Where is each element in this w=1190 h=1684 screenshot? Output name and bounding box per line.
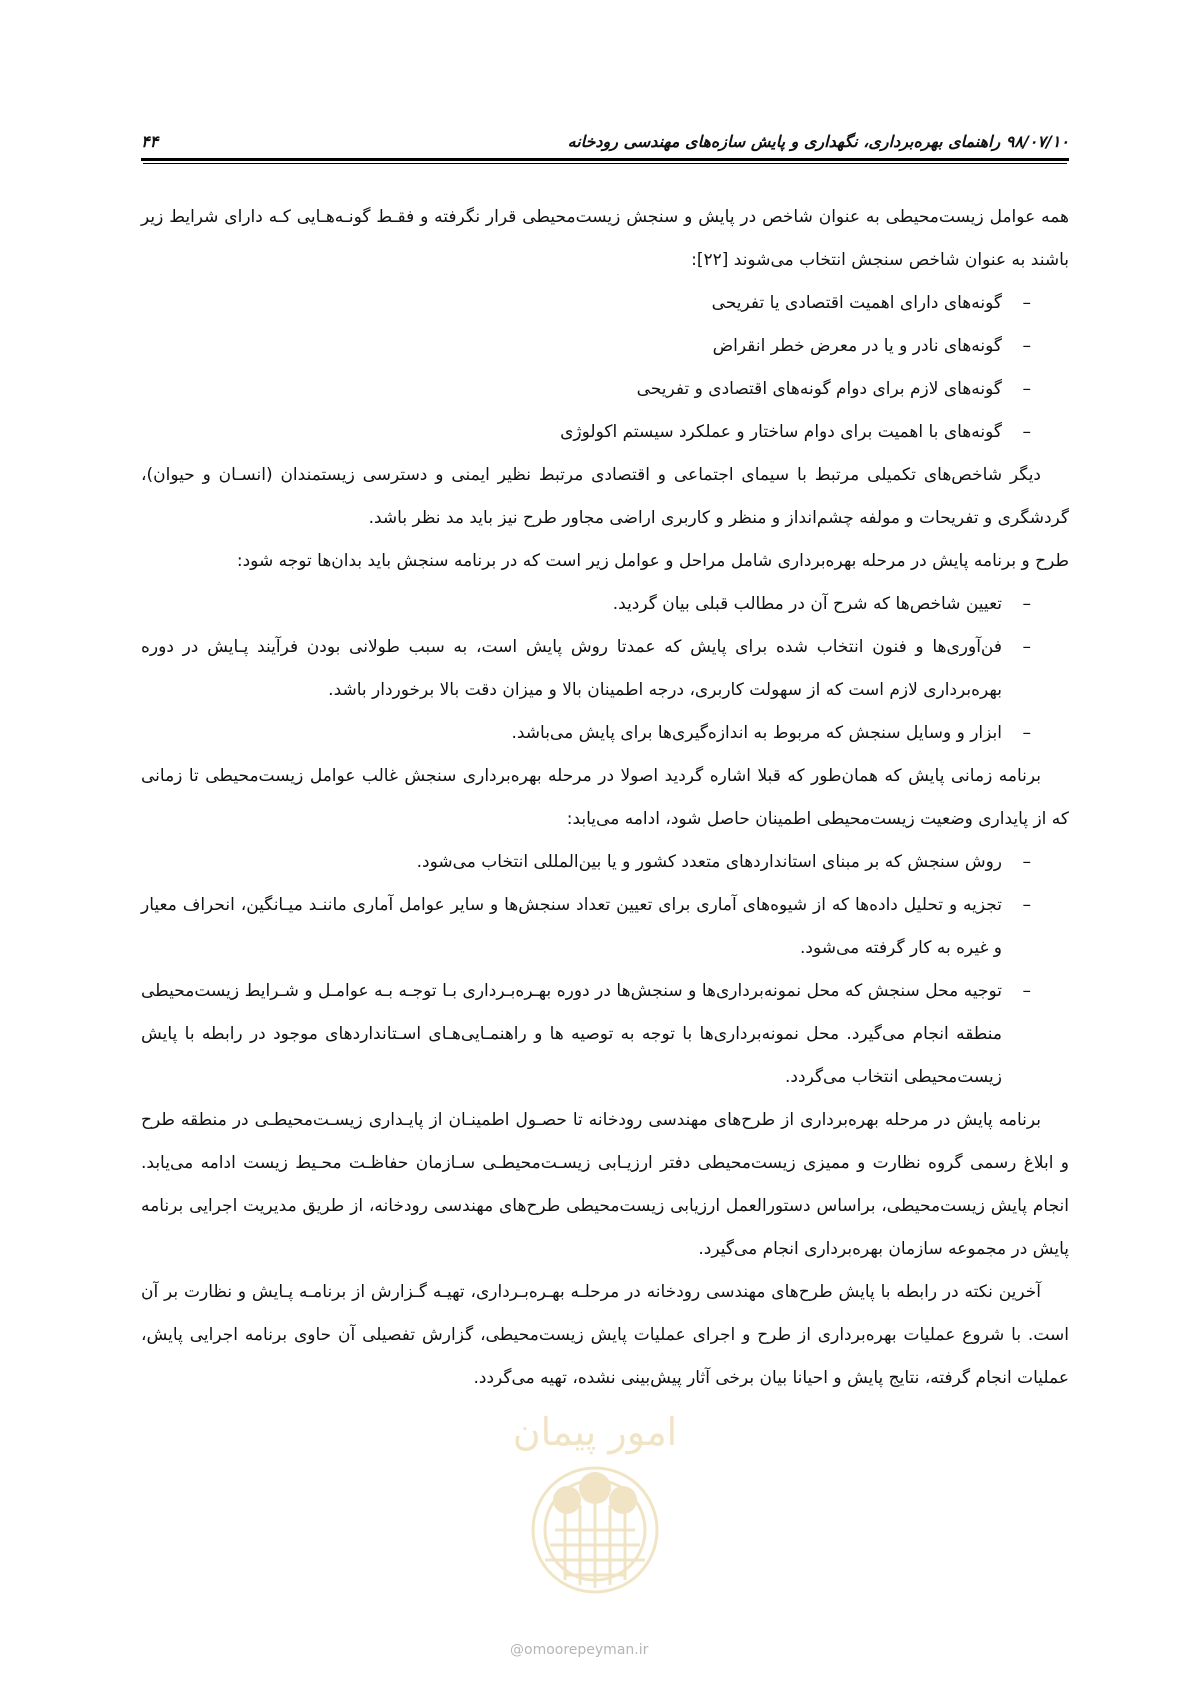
list-item: – توجیه محل سنجش که محل نمونه‌برداری‌ها و سنجش‌ها در دوره بهـره‌بـرداری بـا توجـه بـه عوامـل و شـرایط زیست‌محیطی منطقه انجام می‌گیرد. محل نمونه‌برداری‌ها با توجه به توصیه ها و راهنمـایی‌هـای اسـتانداردهای موجود در رابطه با پایش زیست‌محیطی انتخاب می‌گردد. (141, 981, 1031, 1087)
document-title: ۹۸/۰۷/۱۰ راهنمای بهره‌برداری، نگهداری و پایش سازه‌های مهندسی رودخانه (567, 132, 1069, 151)
list-item: – گونه‌های لازم برای دوام گونه‌های اقتصادی و تفریحی (636, 379, 1031, 399)
page-header (141, 120, 1069, 161)
watermark-site: @omoorepeyman.ir (510, 1642, 649, 1658)
list-item: – تجزیه و تحلیل داده‌ها که از شیوه‌های آماری برای تعیین تعداد سنجش‌ها و سایر عوامل آماری ماننـد میـانگین، انحراف معیار و غیره به کار گرفته می‌شود. (141, 895, 1031, 958)
list-item: – گونه‌های نادر و یا در معرض خطر انقراض (712, 336, 1031, 356)
paragraph-3: طرح و برنامه پایش در مرحله بهره‌برداری شامل مراحل و عوامل زیر است که در برنامه سنجش باید بدان‌ها توجه شود: (236, 551, 1069, 571)
paragraph-6: آخرین نکته در رابطه با پایش طرح‌های مهندسی رودخانه در مرحلـه بهـره‌بـرداری، تهیـه گـزارش از برنامـه پـایش و نظارت بر آن است. با شروع عملیات بهره‌برداری از طرح و اجرای عملیات پایش زیست‌محیطی، گزارش تفصیلی آن حاوی برنامه اجرایی پایش، عملیات انجام گرفته، نتایج پایش و احیانا بیان برخی آثار پیش‌بینی نشده، تهیه می‌گردد. (141, 1282, 1069, 1388)
paragraph-2: دیگر شاخص‌های تکمیلی مرتبط با سیمای اجتماعی و اقتصادی مرتبط نظیر ایمنی و دسترسی زیستمندان (انسـان و حیوان)، گردشگری و تفریحات و مولفه چشم‌انداز و منظر و کاربری اراضی مجاور طرح نیز باید مد نظر باشد. (141, 465, 1069, 528)
list-item: – روش سنجش که بر مبنای استانداردهای متعدد کشور و یا بین‌المللی انتخاب می‌شود. (416, 852, 1031, 872)
page-body (141, 196, 1069, 1400)
list-item: – فن‌آوری‌ها و فنون انتخاب شده برای پایش که عمدتا روش پایش است، به سبب طولانی بودن فرآیند پـایش در دوره بهره‌برداری لازم است که از سهولت کاربری، درجه اطمینان بالا و میزان دقت بالا برخوردار باشد. (141, 637, 1031, 700)
list-item: – گونه‌های دارای اهمیت اقتصادی یا تفریحی (711, 293, 1031, 313)
paragraph-5: برنامه پایش در مرحله بهره‌برداری از طرح‌های مهندسی رودخانه تا حصـول اطمینـان از پایـداری زیسـت‌محیطـی در منطقه طرح و ابلاغ رسمی گروه نظارت و ممیزی زیست‌محیطی دفتر ارزیـابی زیسـت‌محیطـی سـازمان حفاظـت محـیط زیست ادامه می‌یابد. انجام پایش زیست‌محیطی، براساس دستورالعمل ارزیابی زیست‌محیطی طرح‌های مهندسی رودخانه، از طریق مدیریت اجرایی برنامه پایش در مجموعه سازمان بهره‌برداری انجام می‌گیرد. (141, 1110, 1069, 1259)
watermark-logo-text: امور پیمان (512, 1410, 678, 1454)
paragraph-4: برنامه زمانی پایش که همان‌طور که قبلا اشاره گردید اصولا در مرحله بهره‌برداری سنجش غالب عوامل زیست‌محیطی تا زمانی که از پایداری وضعیت زیست‌محیطی اطمینان حاصل شود، ادامه می‌یابد: (141, 766, 1069, 829)
paragraph-1: همه عوامل زیست‌محیطی به عنوان شاخص در پایش و سنجش زیست‌محیطی قرار نگرفته و فقـط گونـه‌هـایی کـه دارای شرایط زیر باشند به عنوان شاخص سنجش انتخاب می‌شوند [۲۲]: (141, 207, 1069, 270)
list-item: – تعیین شاخص‌ها که شرح آن در مطالب قبلی بیان گردید. (612, 594, 1031, 614)
list-item: – ابزار و وسایل سنجش که مربوط به اندازه‌گیری‌ها برای پایش می‌باشد. (511, 723, 1031, 743)
list-item: – گونه‌های با اهمیت برای دوام ساختار و عملکرد سیستم اکولوژی (560, 422, 1031, 442)
species-list (141, 282, 1069, 454)
measurement-list (141, 841, 1069, 1099)
plan-steps-list (141, 583, 1069, 755)
page-number: ۴۴ (141, 132, 159, 151)
document-page (141, 120, 1069, 1388)
watermark-logo (505, 1390, 685, 1600)
